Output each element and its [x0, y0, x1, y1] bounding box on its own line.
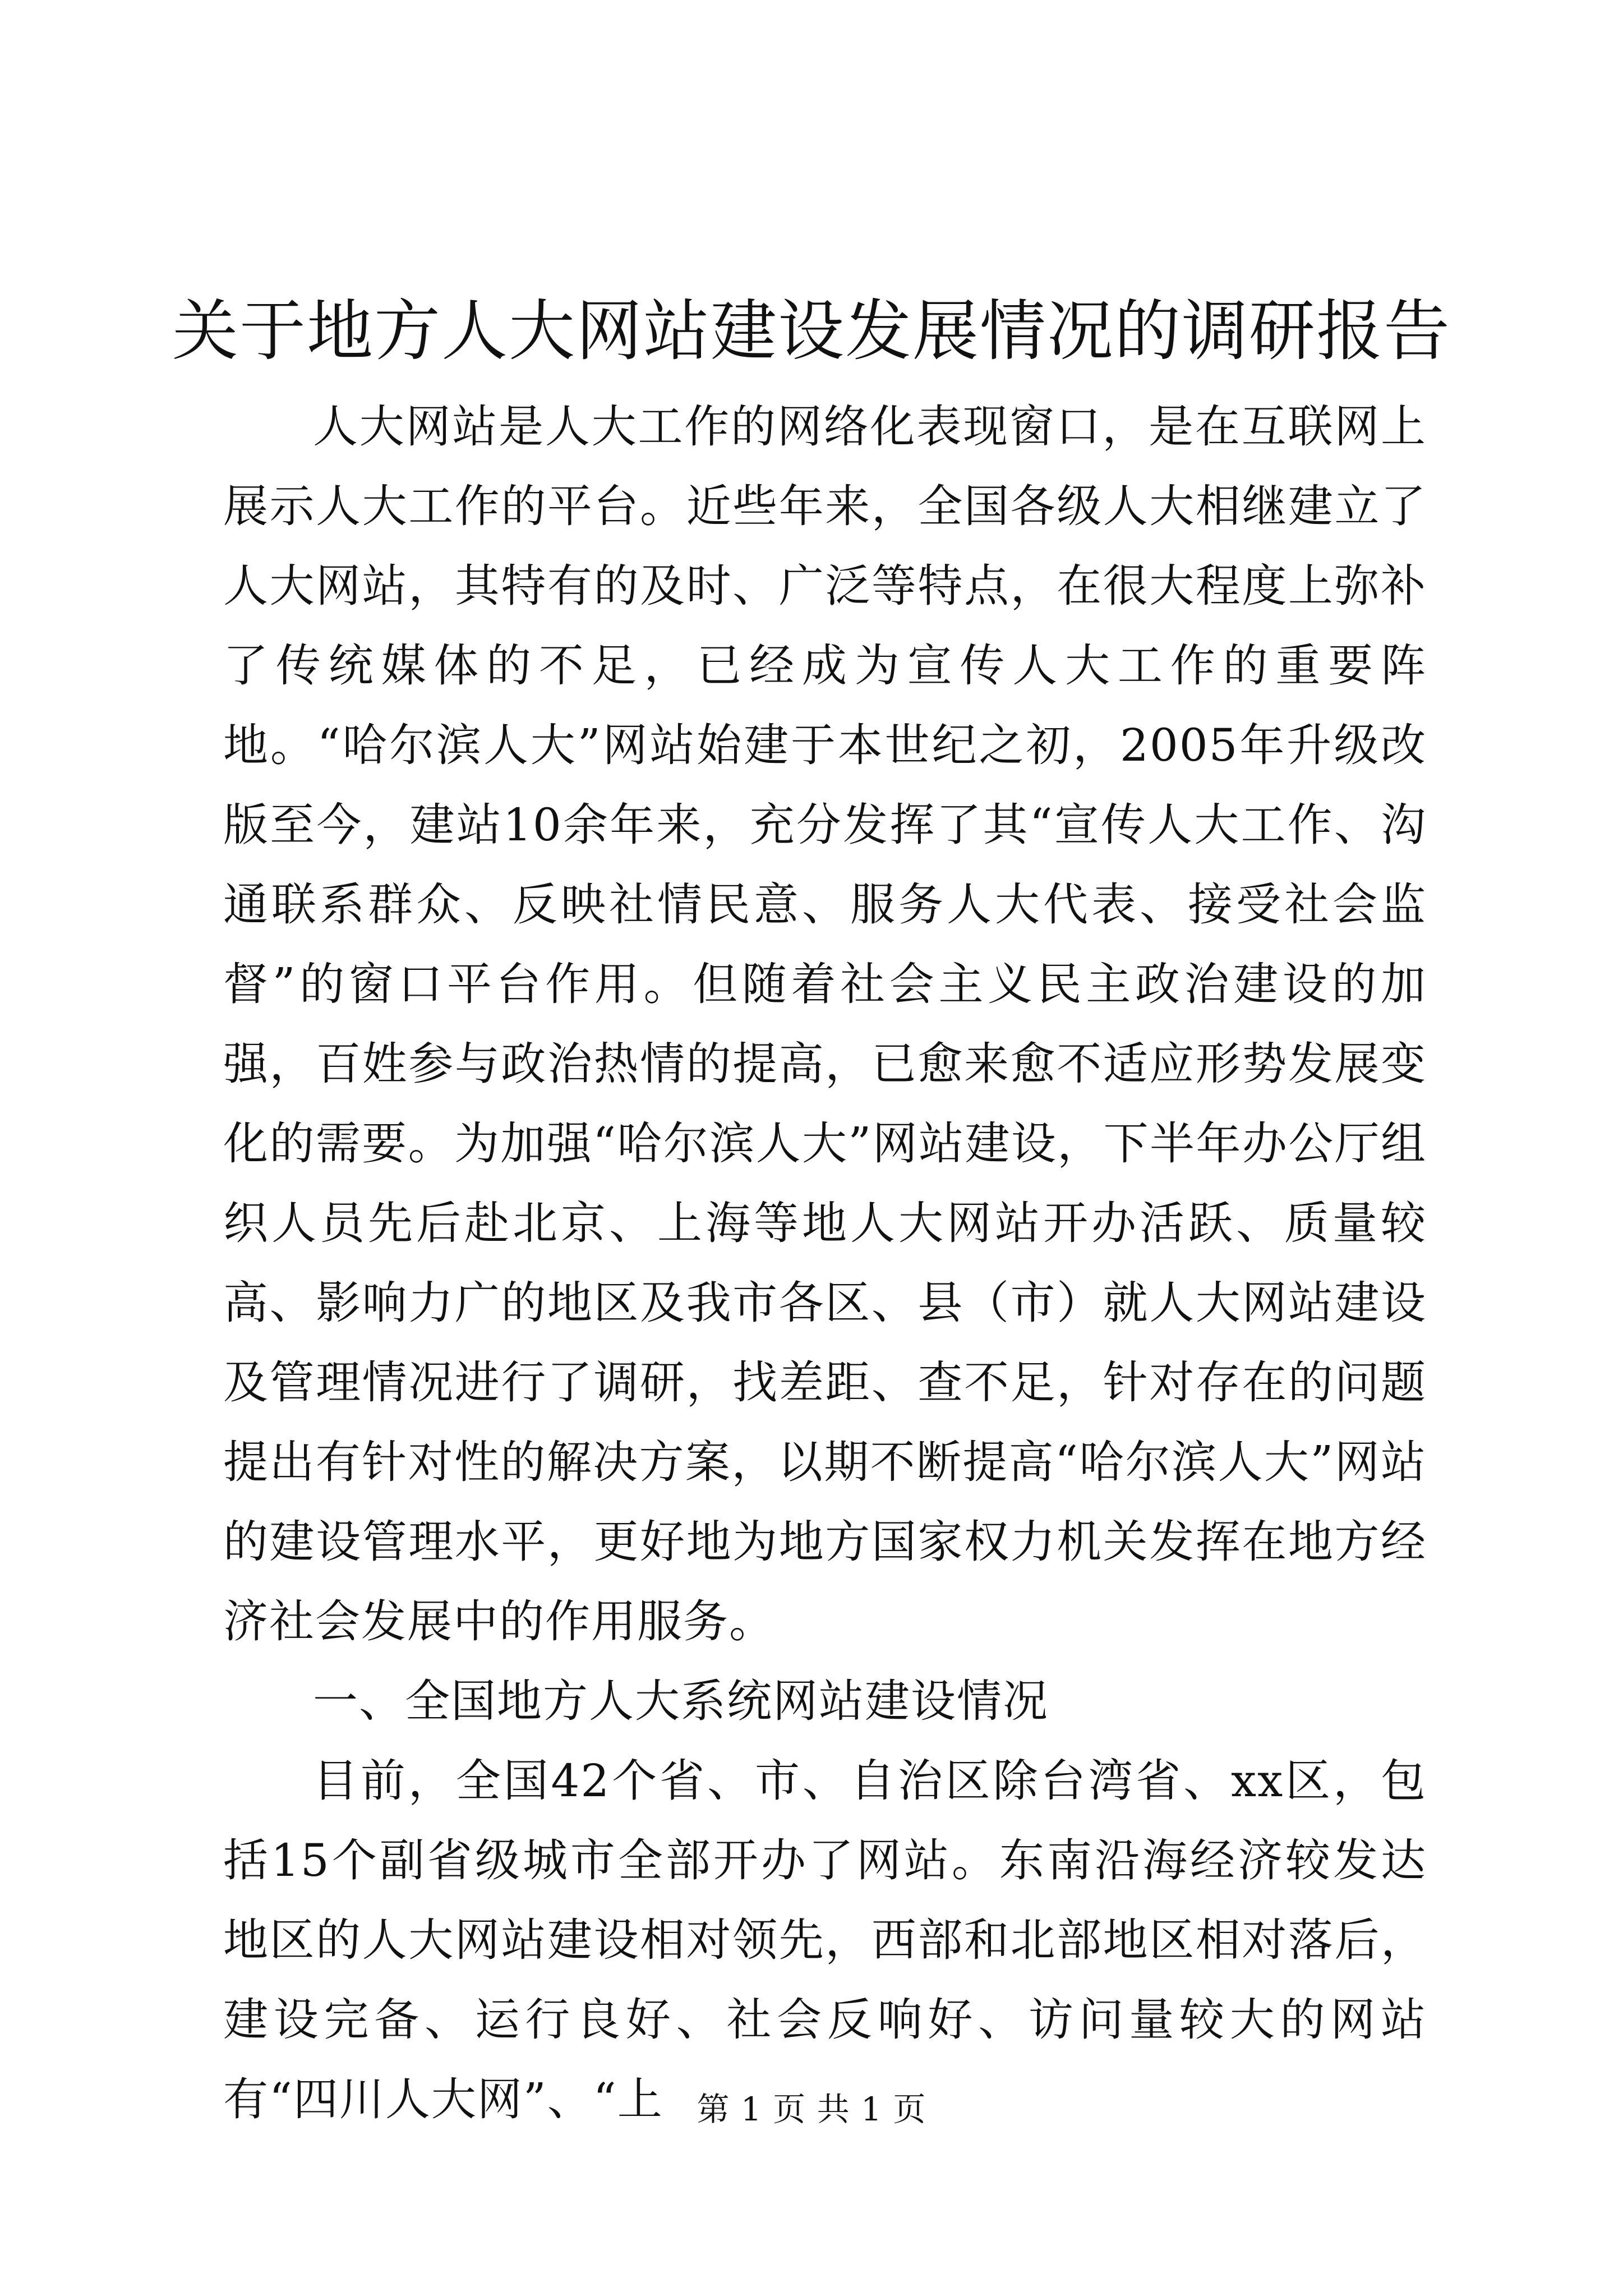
document-title: 关于地方人大网站建设发展情况的调研报告	[172, 292, 1451, 370]
page-footer: 第 1 页 共 1 页	[697, 2090, 926, 2128]
intro-paragraph: 人大网站是人大工作的网络化表现窗口，是在互联网上展示人大工作的平台。近些年来，全国各级人大相继建立了人大网站，其特有的及时、广泛等特点，在很大程度上弥补了传统媒体的不足，已经成为宣传人大工作的重要阵地。“哈尔滨人大”网站始建于本世纪之初，2005年升级改版至今，建站10余年来，充分发挥了其“宣传人大工作、沟通联系群众、反映社情民意、服务人大代表、接受社会监督”的窗口平台作用。但随着社会主义民主政治建设的加强，百姓参与政治热情的提高，已愈来愈不适应形势发展变化的需要。为加强“哈尔滨人大”网站建设，下半年办公厅组织人员先后赴北京、上海等地人大网站开办活跃、质量较高、影响力广的地区及我市各区、县（市）就人大网站建设及管理情况进行了调研，找差距、查不足，针对存在的问题提出有针对性的解决方案，以期不断提高“哈尔滨人大”网站的建设管理水平，更好地为地方国家权力机关发挥在地方经济社会发展中的作用服务。	[223, 401, 1427, 1648]
document-body	[223, 387, 1427, 2139]
section-heading: 一、全国地方人大系统网站建设情况	[313, 1675, 1049, 1727]
section-paragraph: 目前，全国42个省、市、自治区除台湾省、xx区，包括15个副省级城市全部开办了网站。东南沿海经济较发达地区的人大网站建设相对领先，西部和北部地区相对落后，建设完备、运行良好、社会反响好、访问量较大的网站有“四川人大网”、“上	[223, 1755, 1427, 2125]
